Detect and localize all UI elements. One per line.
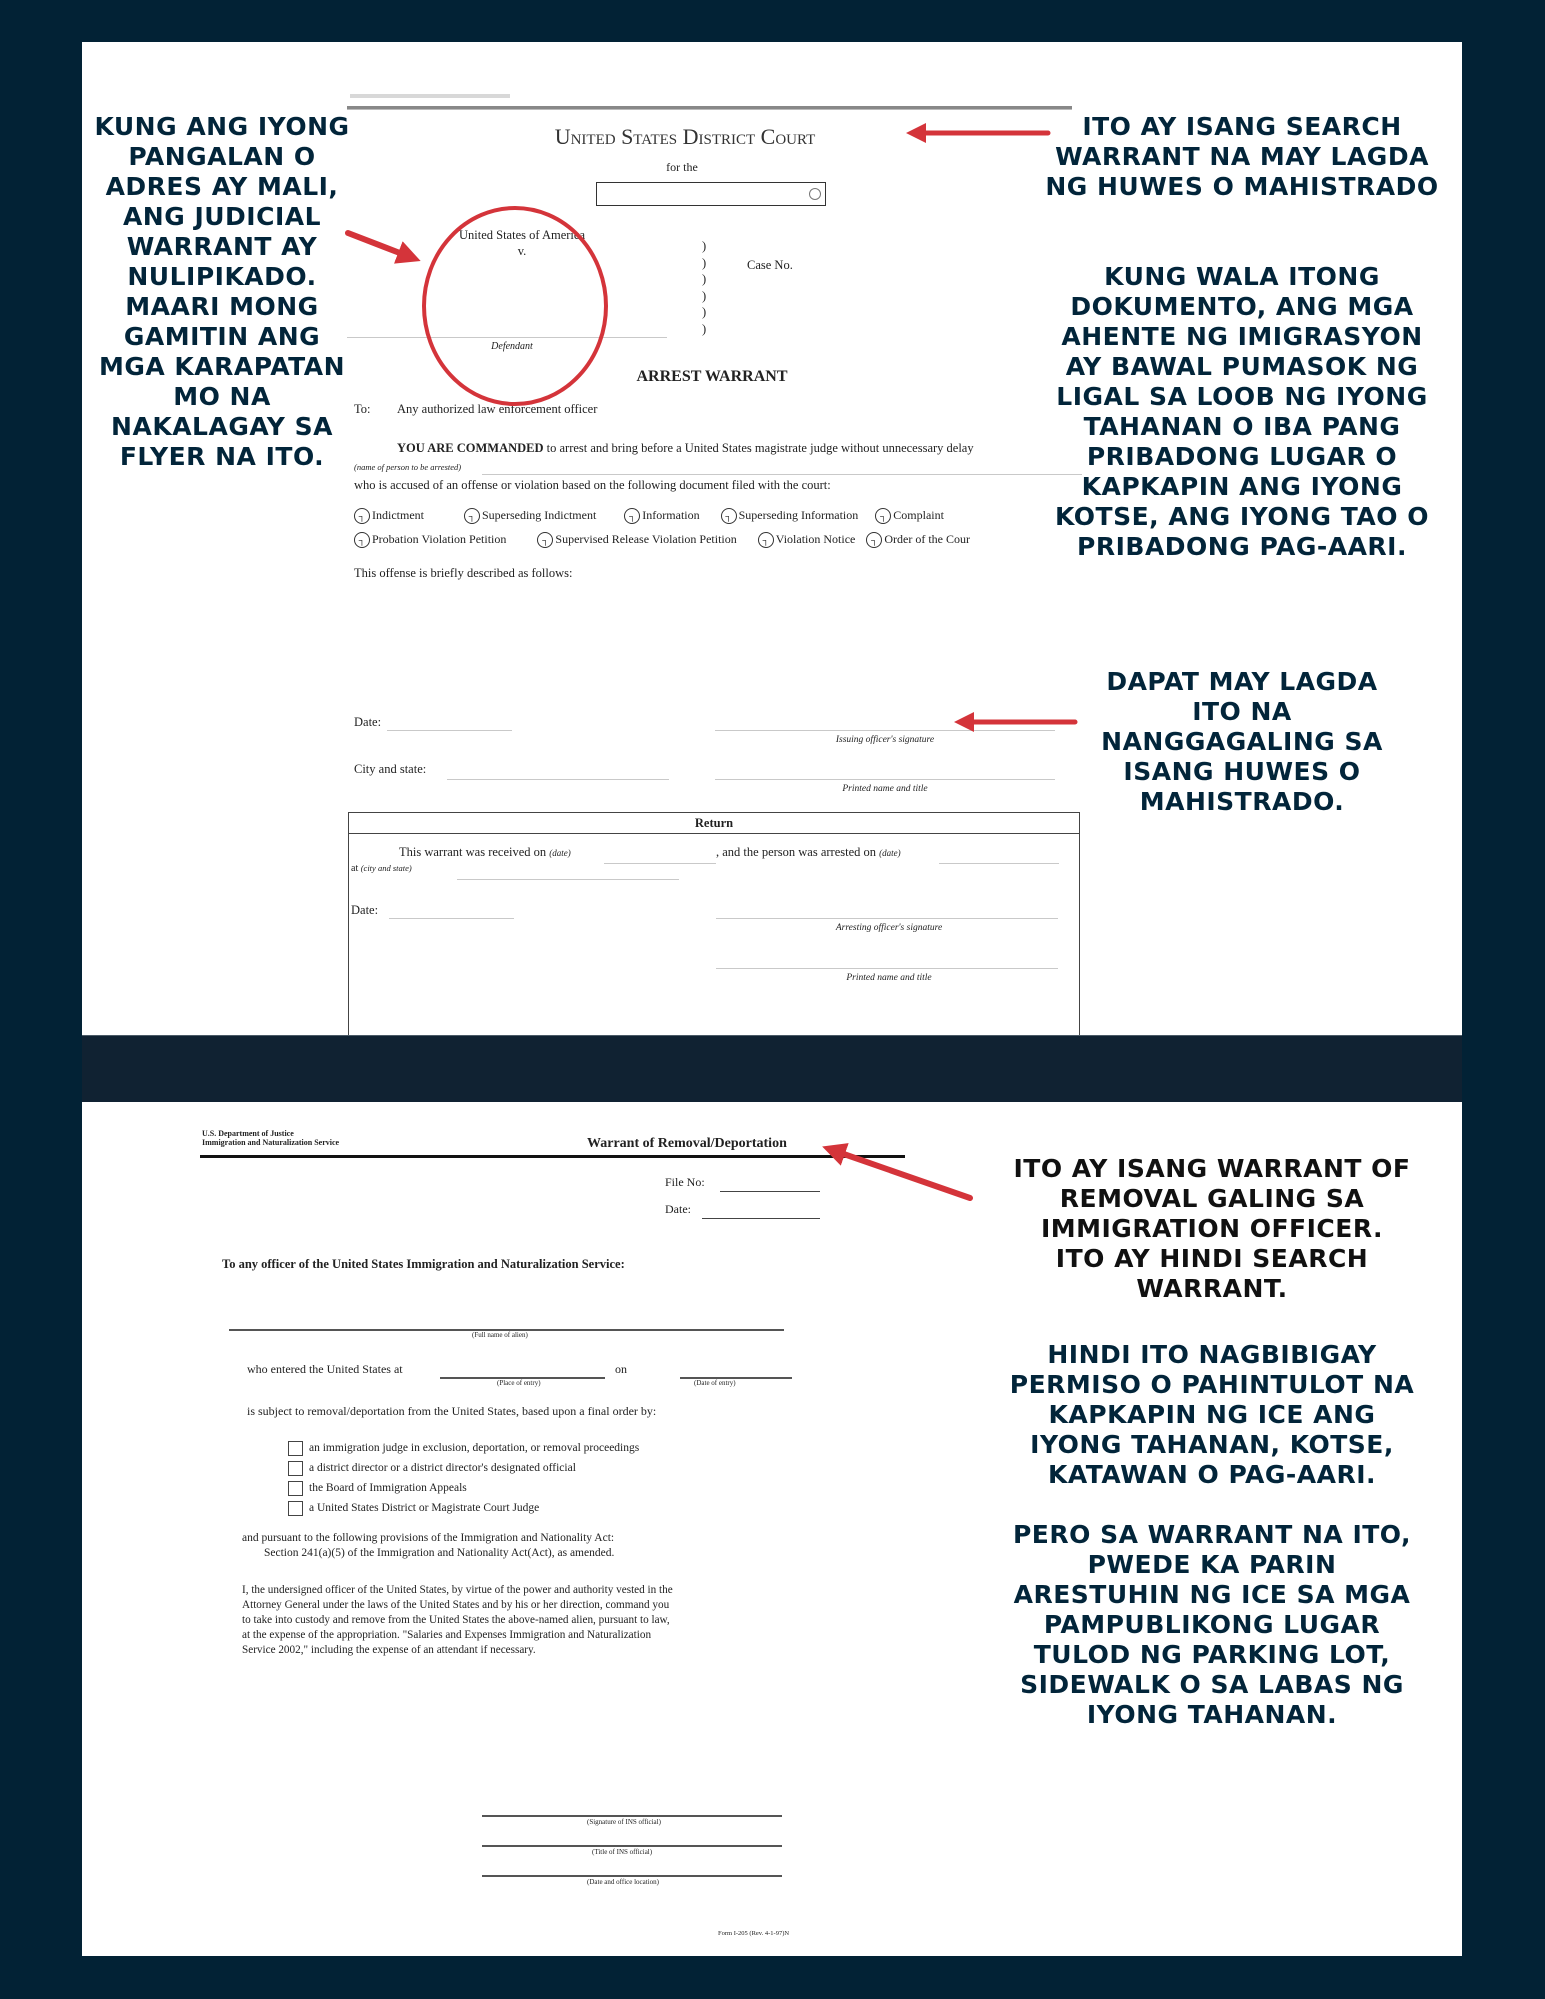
commanded-line: [397, 441, 974, 456]
commanded-rest: to arrest and bring before a United States magistrate judge without unnecessary delay: [543, 441, 974, 455]
arresting-signature-label: Arresting officer's signature: [835, 923, 943, 933]
agency-line-2: Immigration and Naturalization Service: [202, 1138, 340, 1147]
callout-no-permission: HINDI ITO NAGBIBIGAY PERMISO O PAHINTULOT NA KAPKAPIN NG ICE ANG IYONG TAHANAN, KOTSE, KATAWAN O PAG-AARI.: [1009, 1340, 1415, 1489]
to-value: Any authorized law enforcement officer: [397, 402, 598, 416]
date-label-removal: Date:: [665, 1202, 691, 1216]
radio-icon: ┐: [354, 508, 370, 524]
callout-search-warrant: ITO AY ISANG SEARCH WARRANT NA MAY LAGDA NG HUWES O MAHISTRADO: [1045, 112, 1439, 201]
court-title: United States District Court: [554, 124, 816, 149]
section-divider: [82, 1035, 1462, 1104]
on-text: on: [615, 1362, 627, 1376]
to-any-officer: To any officer of the United States Immigration and Naturalization Service:: [222, 1257, 625, 1271]
checkbox-list: [288, 1438, 639, 1518]
checkbox-immigration-judge[interactable]: an immigration judge in exclusion, deportation, or removal proceedings: [288, 1438, 639, 1458]
issuing-signature-line: [715, 730, 1055, 731]
name-line: [482, 474, 1082, 475]
accused-line: who is accused of an offense or violation based on the following document filed with the court:: [354, 478, 831, 492]
signature-hint: (Signature of INS official): [587, 1818, 661, 1826]
checkbox-district-director[interactable]: a district director or a district director's designated official: [288, 1458, 639, 1478]
radio-icon: ┐: [354, 532, 370, 548]
place-hint: (Place of entry): [497, 1379, 541, 1387]
radio-icon: ┐: [537, 532, 553, 548]
radio-icon: ┐: [866, 532, 882, 548]
header-faint-text: [350, 94, 510, 98]
radio-icon: ┐: [721, 508, 737, 524]
bracket-column: ) ) ) ) ) ): [702, 239, 707, 336]
date-office-line: [482, 1875, 782, 1877]
callout-public-arrest: PERO SA WARRANT NA ITO, PWEDE KA PARIN ARESTUHIN NG ICE SA MGA PAMPUBLIKONG LUGAR TULOD NG PARKING LOT, SIDEWALK O SA LABAS NG IYONG TAHANAN.: [1012, 1520, 1412, 1729]
file-no-label: File No:: [665, 1175, 705, 1189]
signature-line: [482, 1815, 782, 1817]
arrested-date-line: [939, 863, 1059, 864]
defendant-line: [347, 337, 667, 338]
party-name: United States of America: [458, 228, 585, 242]
option-supervised-release[interactable]: ┐ Supervised Release Violation Petition: [537, 532, 736, 546]
checkbox-bia[interactable]: the Board of Immigration Appeals: [288, 1478, 639, 1498]
arrest-warrant-panel: [82, 42, 1462, 1035]
title-hint: (Title of INS official): [592, 1848, 653, 1856]
checkbox-icon: [288, 1441, 303, 1456]
authority-paragraph: I, the undersigned officer of the United States, by virtue of the power and authority vested in the Attorney General under the laws of the United States and by his or her direction, command you to take into custody and remove from the United States the above-named alien, pursuant to law, at the expense of the appropriation. "Salaries and Expenses Immigration and Naturalization Service 2002," including the expense of an attendant if necessary.: [242, 1584, 673, 1656]
select-knob-icon: [809, 188, 821, 200]
arresting-signature-line: [716, 918, 1058, 919]
date-label: Date:: [354, 715, 382, 729]
pursuant-line-2: Section 241(a)(5) of the Immigration and Nationality Act(Act), as amended.: [264, 1547, 615, 1559]
option-complaint[interactable]: ┐ Complaint: [875, 508, 944, 522]
printed-name-line-2: [716, 968, 1058, 969]
header-rule: [347, 106, 1072, 110]
option-violation-notice[interactable]: ┐ Violation Notice: [758, 532, 856, 546]
printed-name-label-2: Printed name and title: [846, 973, 932, 983]
removal-title: Warrant of Removal/Deportation: [587, 1136, 787, 1151]
return-box: [348, 812, 1080, 1036]
form-title: ARREST WARRANT: [636, 368, 788, 385]
radio-icon: ┐: [624, 508, 640, 524]
title-line: [482, 1845, 782, 1847]
options-row-1: [354, 508, 944, 524]
commanded-bold: YOU ARE COMMANDED: [397, 441, 544, 455]
received-line: This warrant was received on (date): [399, 845, 571, 859]
received-date-line: [604, 863, 716, 864]
subject-text: is subject to removal/deportation from the United States, based upon a final order by:: [247, 1404, 657, 1418]
return-date-line: [389, 918, 514, 919]
checkbox-court-judge[interactable]: a United States District or Magistrate Court Judge: [288, 1498, 639, 1518]
full-name-hint: (Full name of alien): [472, 1331, 528, 1339]
printed-name-label: Printed name and title: [842, 784, 928, 794]
checkbox-icon: [288, 1461, 303, 1476]
at-city-field: [457, 879, 679, 880]
removal-warrant-panel: [82, 1102, 1462, 1956]
date-line-removal: [702, 1218, 820, 1219]
arrested-line: , and the person was arrested on (date): [716, 845, 901, 859]
option-superseding-indictment[interactable]: ┐ Superseding Indictment: [464, 508, 596, 522]
callout-no-document: KUNG WALA ITONG DOKUMENTO, ANG MGA AHENTE NG IMIGRASYON AY BAWAL PUMASOK NG LIGAL SA LOOB NG IYONG TAHANAN O IBA PANG PRIBADONG LUGAR O KAPKAPIN ANG IYONG KOTSE, ANG IYONG TAO O PRIBADONG PAG-AARI.: [1055, 262, 1429, 561]
radio-icon: ┐: [464, 508, 480, 524]
city-state-line: [447, 779, 669, 780]
to-label: To:: [354, 402, 371, 416]
agency-line-1: U.S. Department of Justice: [202, 1129, 294, 1138]
printed-name-line: [715, 779, 1055, 780]
callout-wrong-name: KUNG ANG IYONG PANGALAN O ADRES AY MALI, ANG JUDICIAL WARRANT AY NULIPIKADO. MAARI MONG GAMITIN ANG MGA KARAPATAN MO NA NAKALAGAY SA FLYER NA ITO.: [94, 112, 350, 471]
option-superseding-information[interactable]: ┐ Superseding Information: [721, 508, 859, 522]
defendant-label: Defendant: [491, 341, 533, 352]
callout-warrant-of-removal: ITO AY ISANG WARRANT OF REMOVAL GALING SA IMMIGRATION OFFICER. ITO AY HINDI SEARCH WARRANT.: [1013, 1154, 1411, 1303]
date-line: [387, 730, 512, 731]
options-row-2: [354, 532, 970, 548]
for-the-label: for the: [666, 160, 698, 174]
radio-icon: ┐: [875, 508, 891, 524]
pursuant-line-1: and pursuant to the following provisions of the Immigration and Nationality Act:: [242, 1532, 615, 1544]
at-city-line: at (city and state): [351, 863, 412, 874]
district-select[interactable]: [596, 182, 826, 206]
checkbox-icon: [288, 1481, 303, 1496]
option-information[interactable]: ┐ Information: [624, 508, 699, 522]
form-number: Form I-205 (Rev. 4-1-97)N: [718, 1930, 790, 1937]
offense-line: This offense is briefly described as follows:: [354, 566, 573, 580]
callout-signature: DAPAT MAY LAGDA ITO NA NANGGAGALING SA ISANG HUWES O MAHISTRADO.: [1101, 667, 1383, 816]
option-probation-violation[interactable]: ┐ Probation Violation Petition: [354, 532, 506, 546]
option-indictment[interactable]: ┐ Indictment: [354, 508, 424, 522]
return-date-label: Date:: [351, 903, 379, 917]
issuing-signature-label: Issuing officer's signature: [835, 735, 935, 745]
date-entry-hint: (Date of entry): [694, 1379, 736, 1387]
title-rule: [200, 1155, 905, 1158]
date-office-hint: (Date and office location): [587, 1878, 659, 1886]
city-state-label: City and state:: [354, 762, 427, 776]
option-order-of-court[interactable]: ┐ Order of the Cour: [866, 532, 970, 546]
return-title: Return: [349, 813, 1079, 834]
versus-label: v.: [517, 244, 527, 258]
entered-text: who entered the United States at: [247, 1362, 403, 1376]
radio-icon: ┐: [758, 532, 774, 548]
checkbox-icon: [288, 1501, 303, 1516]
case-no-label: Case No.: [747, 258, 793, 272]
name-hint: (name of person to be arrested): [354, 462, 462, 472]
file-no-line: [720, 1191, 820, 1192]
